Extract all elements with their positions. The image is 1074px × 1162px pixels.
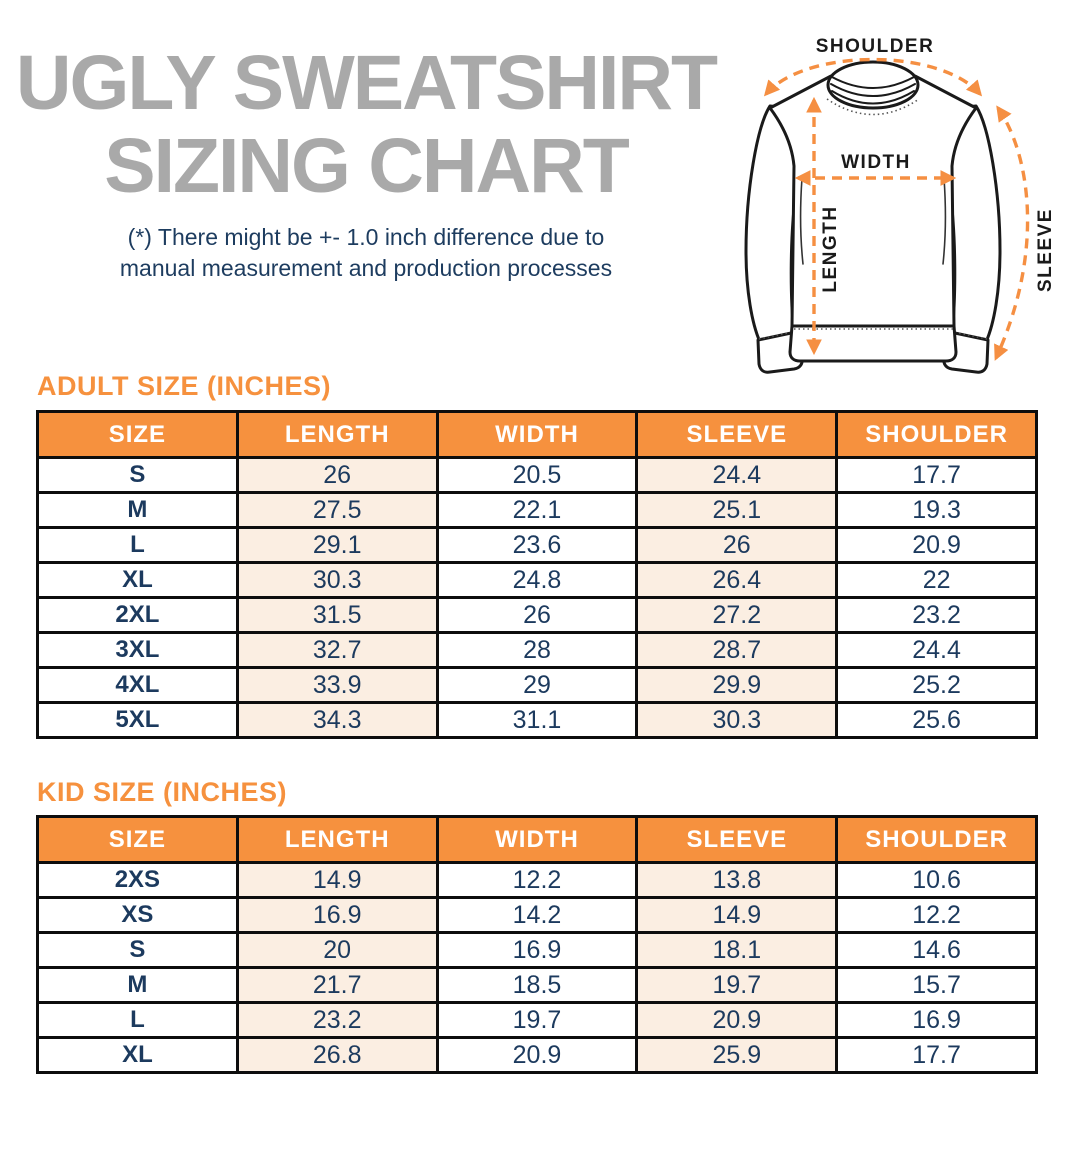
value-cell: 27.2 xyxy=(637,598,837,633)
value-cell: 19.3 xyxy=(837,493,1037,528)
table-row xyxy=(38,703,1037,738)
column-header-shoulder: SHOULDER xyxy=(837,817,1037,863)
value-cell: 14.2 xyxy=(437,898,637,933)
value-cell: 20.9 xyxy=(837,528,1037,563)
row-size-cell: 5XL xyxy=(38,703,238,738)
table-row xyxy=(38,933,1037,968)
value-cell: 26.8 xyxy=(237,1038,437,1073)
table-row xyxy=(38,898,1037,933)
disclaimer-line1: (*) There might be +- 1.0 inch difference due to xyxy=(127,224,605,250)
value-cell: 29 xyxy=(437,668,637,703)
row-size-cell: 2XS xyxy=(38,863,238,898)
table-row xyxy=(38,493,1037,528)
length-label: LENGTH xyxy=(820,205,841,293)
value-cell: 20.9 xyxy=(437,1038,637,1073)
value-cell: 23.2 xyxy=(237,1003,437,1038)
row-size-cell: XL xyxy=(38,563,238,598)
value-cell: 17.7 xyxy=(837,458,1037,493)
value-cell: 28.7 xyxy=(637,633,837,668)
value-cell: 16.9 xyxy=(837,1003,1037,1038)
value-cell: 24.4 xyxy=(637,458,837,493)
value-cell: 20.5 xyxy=(437,458,637,493)
page-title-line2: SIZING CHART xyxy=(104,123,628,209)
row-size-cell: 4XL xyxy=(38,668,238,703)
value-cell: 19.7 xyxy=(637,968,837,1003)
column-header-shoulder: SHOULDER xyxy=(837,412,1037,458)
row-size-cell: L xyxy=(38,1003,238,1038)
column-header-length: LENGTH xyxy=(237,817,437,863)
value-cell: 22 xyxy=(837,563,1037,598)
table-row xyxy=(38,968,1037,1003)
value-cell: 25.2 xyxy=(837,668,1037,703)
row-size-cell: S xyxy=(38,458,238,493)
table-header-row xyxy=(38,412,1037,458)
value-cell: 27.5 xyxy=(237,493,437,528)
page-title xyxy=(8,42,724,208)
value-cell: 12.2 xyxy=(837,898,1037,933)
value-cell: 30.3 xyxy=(637,703,837,738)
column-header-sleeve: SLEEVE xyxy=(637,412,837,458)
header xyxy=(8,42,724,284)
value-cell: 22.1 xyxy=(437,493,637,528)
sweatshirt-measurement-diagram xyxy=(730,4,1074,390)
value-cell: 18.5 xyxy=(437,968,637,1003)
column-header-sleeve: SLEEVE xyxy=(637,817,837,863)
table-row xyxy=(38,458,1037,493)
value-cell: 10.6 xyxy=(837,863,1037,898)
value-cell: 31.5 xyxy=(237,598,437,633)
table-row xyxy=(38,598,1037,633)
value-cell: 29.1 xyxy=(237,528,437,563)
value-cell: 26 xyxy=(237,458,437,493)
value-cell: 21.7 xyxy=(237,968,437,1003)
sleeve-label: SLEEVE xyxy=(1035,208,1056,292)
table-row xyxy=(38,1003,1037,1038)
value-cell: 19.7 xyxy=(437,1003,637,1038)
value-cell: 23.6 xyxy=(437,528,637,563)
width-label: WIDTH xyxy=(841,152,911,173)
value-cell: 14.6 xyxy=(837,933,1037,968)
table-row xyxy=(38,863,1037,898)
sweatshirt-diagram-svg xyxy=(730,4,1074,390)
value-cell: 28 xyxy=(437,633,637,668)
row-size-cell: S xyxy=(38,933,238,968)
value-cell: 18.1 xyxy=(637,933,837,968)
page-title-line1: UGLY SWEATSHIRT xyxy=(15,40,717,126)
column-header-width: WIDTH xyxy=(437,412,637,458)
table-header-row xyxy=(38,817,1037,863)
kid-section-heading: KID SIZE (INCHES) xyxy=(37,777,288,807)
value-cell: 29.9 xyxy=(637,668,837,703)
value-cell: 16.9 xyxy=(237,898,437,933)
column-header-width: WIDTH xyxy=(437,817,637,863)
value-cell: 13.8 xyxy=(637,863,837,898)
adult-size-table xyxy=(36,410,1038,739)
value-cell: 14.9 xyxy=(637,898,837,933)
row-size-cell: L xyxy=(38,528,238,563)
value-cell: 25.6 xyxy=(837,703,1037,738)
value-cell: 20.9 xyxy=(637,1003,837,1038)
value-cell: 31.1 xyxy=(437,703,637,738)
column-header-size: SIZE xyxy=(38,412,238,458)
value-cell: 20 xyxy=(237,933,437,968)
kid-size-table xyxy=(36,815,1038,1074)
value-cell: 24.4 xyxy=(837,633,1037,668)
value-cell: 26.4 xyxy=(637,563,837,598)
disclaimer-text xyxy=(8,222,724,284)
column-header-length: LENGTH xyxy=(237,412,437,458)
value-cell: 26 xyxy=(437,598,637,633)
table-row xyxy=(38,633,1037,668)
value-cell: 25.1 xyxy=(637,493,837,528)
table-row xyxy=(38,528,1037,563)
value-cell: 17.7 xyxy=(837,1038,1037,1073)
value-cell: 24.8 xyxy=(437,563,637,598)
value-cell: 33.9 xyxy=(237,668,437,703)
table-row xyxy=(38,1038,1037,1073)
value-cell: 25.9 xyxy=(637,1038,837,1073)
value-cell: 14.9 xyxy=(237,863,437,898)
value-cell: 32.7 xyxy=(237,633,437,668)
collar-outline xyxy=(828,62,918,108)
shoulder-label: SHOULDER xyxy=(815,36,935,57)
value-cell: 26 xyxy=(637,528,837,563)
disclaimer-line2: manual measurement and production processes xyxy=(119,255,613,281)
column-header-size: SIZE xyxy=(38,817,238,863)
value-cell: 12.2 xyxy=(437,863,637,898)
row-size-cell: XS xyxy=(38,898,238,933)
value-cell: 34.3 xyxy=(237,703,437,738)
row-size-cell: 3XL xyxy=(38,633,238,668)
row-size-cell: XL xyxy=(38,1038,238,1073)
value-cell: 16.9 xyxy=(437,933,637,968)
table-row xyxy=(38,563,1037,598)
table-row xyxy=(38,668,1037,703)
value-cell: 23.2 xyxy=(837,598,1037,633)
row-size-cell: 2XL xyxy=(38,598,238,633)
row-size-cell: M xyxy=(38,968,238,1003)
value-cell: 30.3 xyxy=(237,563,437,598)
value-cell: 15.7 xyxy=(837,968,1037,1003)
adult-section-heading: ADULT SIZE (INCHES) xyxy=(37,371,331,401)
row-size-cell: M xyxy=(38,493,238,528)
